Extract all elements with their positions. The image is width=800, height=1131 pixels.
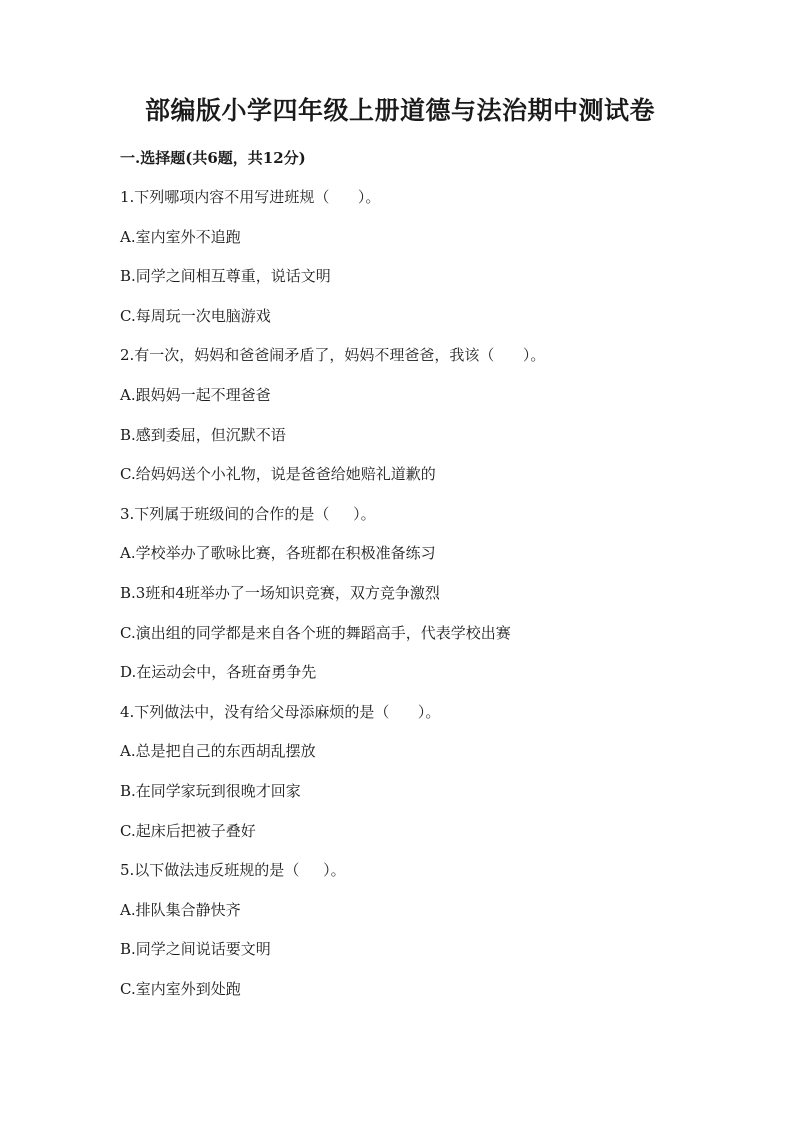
question-1-option-b: B.同学之间相互尊重，说话文明 bbox=[120, 267, 331, 286]
question-list bbox=[120, 186, 720, 1017]
question-4-option-a: A.总是把自己的东西胡乱摆放 bbox=[120, 742, 316, 761]
question-4-option-b: B.在同学家玩到很晚才回家 bbox=[120, 781, 301, 800]
question-3-option-c: C.演出组的同学都是来自各个班的舞蹈高手，代表学校出赛 bbox=[120, 623, 511, 642]
question-3-option-a: A.学校举办了歌咏比赛，各班都在积极准备练习 bbox=[120, 544, 436, 563]
question-2-option-a: A.跟妈妈一起不理爸爸 bbox=[120, 385, 271, 404]
question-4-stem: 4.下列做法中，没有给父母添麻烦的是（ ）。 bbox=[120, 702, 441, 721]
question-1-stem: 1.下列哪项内容不用写进班规（ ）。 bbox=[120, 188, 381, 206]
question-5-option-b: B.同学之间说话要文明 bbox=[120, 940, 271, 959]
question-5-option-a: A.排队集合静快齐 bbox=[120, 900, 241, 919]
question-3-stem: 3.下列属于班级间的合作的是（ ）。 bbox=[120, 504, 376, 523]
page-title: 部编版小学四年级上册道德与法治期中测试卷 bbox=[144, 96, 655, 125]
question-3-option-b: B.3班和4班举办了一场知识竞赛，双方竞争激烈 bbox=[120, 583, 440, 602]
question-2-stem: 2.有一次，妈妈和爸爸闹矛盾了，妈妈不理爸爸，我该（ ）。 bbox=[120, 346, 546, 365]
question-4-option-c: C.起床后把被子叠好 bbox=[120, 821, 256, 840]
question-1-option-a: A.室内室外不追跑 bbox=[120, 227, 241, 246]
question-1-option-c: C.每周玩一次电脑游戏 bbox=[120, 306, 271, 325]
question-5-stem: 5.以下做法违反班规的是（ ）。 bbox=[120, 861, 346, 880]
question-2-option-c: C.给妈妈送个小礼物，说是爸爸给她赔礼道歉的 bbox=[120, 465, 436, 484]
question-5-option-c: C.室内室外到处跑 bbox=[120, 979, 241, 998]
section-heading: 一.选择题(共6题，共12分) bbox=[120, 149, 306, 167]
question-2-option-b: B.感到委屈，但沉默不语 bbox=[120, 425, 286, 444]
question-3-option-d: D.在运动会中，各班奋勇争先 bbox=[120, 663, 317, 682]
